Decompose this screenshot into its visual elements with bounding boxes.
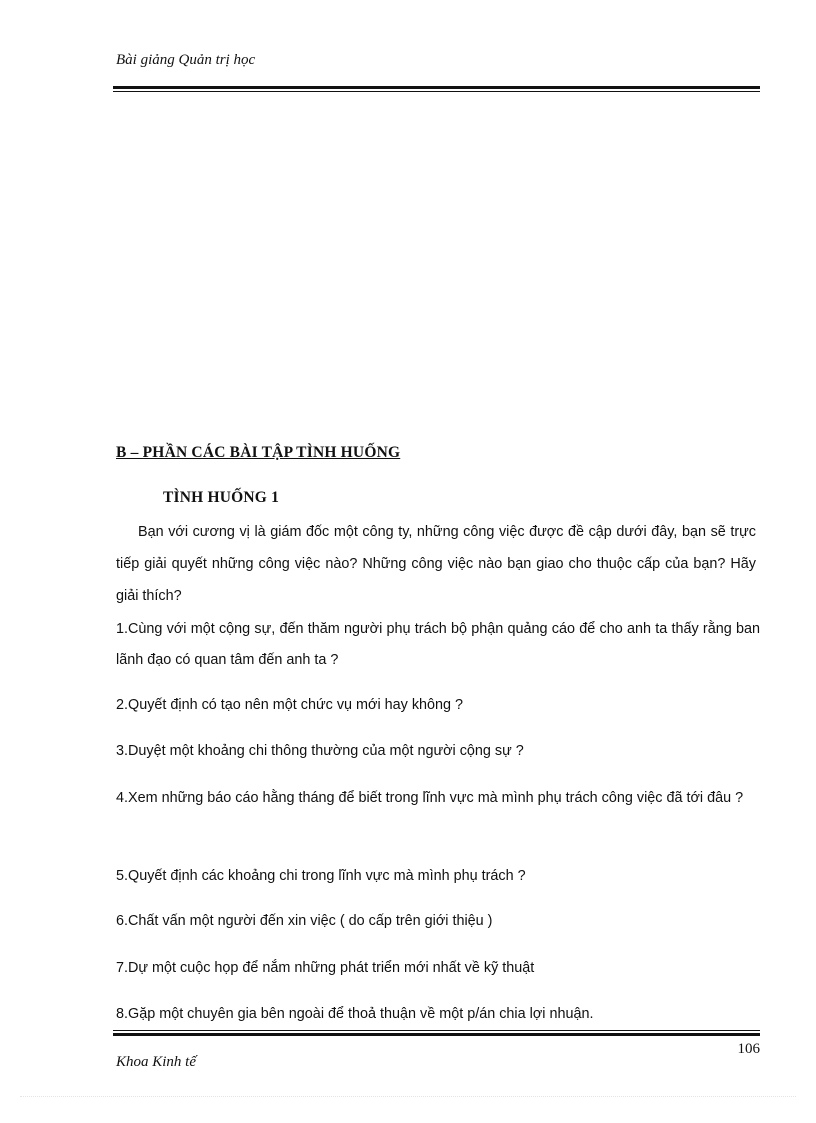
question-4: 4.Xem những báo cáo hằng tháng để biết trong lĩnh vực mà mình phụ trách công việc đã tới đâu ? bbox=[116, 790, 744, 806]
page-number: 106 bbox=[737, 1041, 760, 1057]
footer-rule bbox=[113, 1030, 760, 1036]
question-7: 7.Dự một cuộc họp để nắm những phát triển mới nhất về kỹ thuật bbox=[116, 960, 535, 976]
question-3: 3.Duyệt một khoảng chi thông thường của một người cộng sự ? bbox=[116, 743, 524, 759]
header-rule bbox=[113, 86, 760, 92]
header-title: Bài giảng Quản trị học bbox=[116, 52, 256, 68]
case-title: TÌNH HUỐNG 1 bbox=[163, 489, 280, 506]
question-2: 2.Quyết định có tạo nên một chức vụ mới hay không ? bbox=[116, 697, 464, 713]
question-6: 6.Chất vấn một người đến xin việc ( do cấp trên giới thiệu ) bbox=[116, 913, 493, 929]
question-5: 5.Quyết định các khoảng chi trong lĩnh vực mà mình phụ trách ? bbox=[116, 868, 526, 884]
page-edge bbox=[20, 1096, 796, 1097]
question-8: 8.Gặp một chuyên gia bên ngoài để thoả thuận về một p/án chia lợi nhuận. bbox=[116, 1006, 594, 1022]
case-intro: Bạn với cương vị là giám đốc một công ty, những công việc được đề cập dưới đây, bạn sẽ trực tiếp giải quyết những công việc nào? Những công việc nào bạn giao cho thuộc cấp của bạn? Hãy giải thích? bbox=[116, 524, 756, 604]
section-heading: B – PHẦN CÁC BÀI TẬP TÌNH HUỐNG bbox=[116, 444, 401, 461]
question-1: 1.Cùng với một cộng sự, đến thăm người phụ trách bộ phận quảng cáo để cho anh ta thấy rằng ban lãnh đạo có quan tâm đến anh ta ? bbox=[116, 621, 760, 668]
footer-department: Khoa Kinh tế bbox=[116, 1054, 197, 1070]
